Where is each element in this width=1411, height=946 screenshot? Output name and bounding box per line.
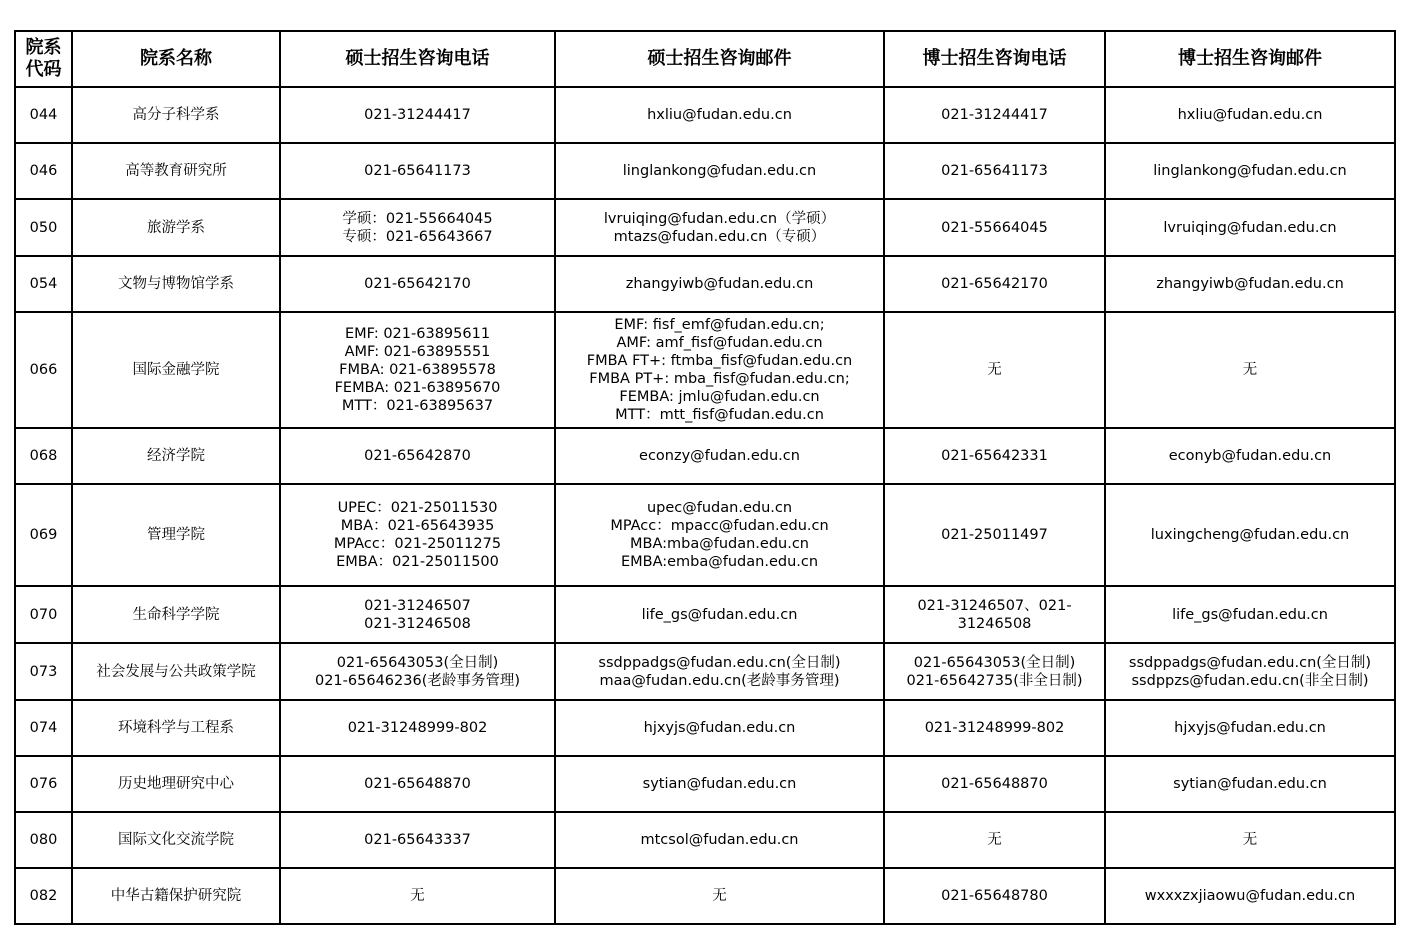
dept-code-cell: 054 — [15, 256, 72, 312]
table-row — [15, 643, 1395, 700]
phd-phone-cell: 021-65648870 — [884, 756, 1105, 812]
dept-name-cell: 生命科学学院 — [72, 586, 280, 643]
dept-name-cell: 社会发展与公共政策学院 — [72, 643, 280, 700]
table-row — [15, 143, 1395, 199]
dept-code-cell: 073 — [15, 643, 72, 700]
header-master-phone: 硕士招生咨询电话 — [280, 31, 555, 87]
table-row — [15, 868, 1395, 924]
phd-email-cell: luxingcheng@fudan.edu.cn — [1105, 484, 1395, 586]
dept-code-cell: 082 — [15, 868, 72, 924]
table-row — [15, 484, 1395, 586]
dept-name-cell: 经济学院 — [72, 428, 280, 484]
phd-phone-cell: 无 — [884, 312, 1105, 428]
master-email-cell: upec@fudan.edu.cn MPAcc：mpacc@fudan.edu.cn MBA:mba@fudan.edu.cn EMBA:emba@fudan.edu.cn — [555, 484, 884, 586]
dept-code-cell: 068 — [15, 428, 72, 484]
phd-phone-cell: 021-65642170 — [884, 256, 1105, 312]
dept-code-cell: 044 — [15, 87, 72, 143]
master-email-cell: hxliu@fudan.edu.cn — [555, 87, 884, 143]
master-phone-cell: EMF: 021-63895611 AMF: 021-63895551 FMBA: 021-63895578 FEMBA: 021-63895670 MTT：021-63895637 — [280, 312, 555, 428]
phd-phone-cell: 021-65648780 — [884, 868, 1105, 924]
table-row — [15, 756, 1395, 812]
header-dept-name: 院系名称 — [72, 31, 280, 87]
phd-phone-cell: 021-31244417 — [884, 87, 1105, 143]
phd-email-cell: hjxyjs@fudan.edu.cn — [1105, 700, 1395, 756]
table-row — [15, 700, 1395, 756]
master-email-cell: 无 — [555, 868, 884, 924]
phd-phone-cell: 021-25011497 — [884, 484, 1105, 586]
phd-phone-cell: 021-31248999-802 — [884, 700, 1105, 756]
master-email-cell: lvruiqing@fudan.edu.cn（学硕） mtazs@fudan.edu.cn（专硕） — [555, 199, 884, 256]
phd-email-cell: linglankong@fudan.edu.cn — [1105, 143, 1395, 199]
dept-code-cell: 069 — [15, 484, 72, 586]
header-phd-phone: 博士招生咨询电话 — [884, 31, 1105, 87]
dept-code-cell: 050 — [15, 199, 72, 256]
master-email-cell: life_gs@fudan.edu.cn — [555, 586, 884, 643]
master-email-cell: zhangyiwb@fudan.edu.cn — [555, 256, 884, 312]
phd-email-cell: 无 — [1105, 812, 1395, 868]
table-row — [15, 256, 1395, 312]
dept-name-cell: 旅游学系 — [72, 199, 280, 256]
table-row — [15, 199, 1395, 256]
master-email-cell: mtcsol@fudan.edu.cn — [555, 812, 884, 868]
dept-code-cell: 080 — [15, 812, 72, 868]
master-phone-cell: 021-65643337 — [280, 812, 555, 868]
master-phone-cell: 021-65643053(全日制) 021-65646236(老龄事务管理) — [280, 643, 555, 700]
phd-email-cell: 无 — [1105, 312, 1395, 428]
master-phone-cell: 021-65642170 — [280, 256, 555, 312]
phd-phone-cell: 021-65641173 — [884, 143, 1105, 199]
dept-name-cell: 环境科学与工程系 — [72, 700, 280, 756]
master-phone-cell: 021-31246507 021-31246508 — [280, 586, 555, 643]
dept-code-cell: 076 — [15, 756, 72, 812]
dept-name-cell: 历史地理研究中心 — [72, 756, 280, 812]
phd-email-cell: zhangyiwb@fudan.edu.cn — [1105, 256, 1395, 312]
phd-email-cell: sytian@fudan.edu.cn — [1105, 756, 1395, 812]
master-email-cell: hjxyjs@fudan.edu.cn — [555, 700, 884, 756]
header-dept-code: 院系 代码 — [15, 31, 72, 87]
master-email-cell: ssdppadgs@fudan.edu.cn(全日制) maa@fudan.edu.cn(老龄事务管理) — [555, 643, 884, 700]
table-row — [15, 87, 1395, 143]
master-phone-cell: 021-65642870 — [280, 428, 555, 484]
phd-phone-cell: 021-65643053(全日制) 021-65642735(非全日制) — [884, 643, 1105, 700]
phd-phone-cell: 021-65642331 — [884, 428, 1105, 484]
dept-code-cell: 074 — [15, 700, 72, 756]
master-phone-cell: UPEC：021-25011530 MBA：021-65643935 MPAcc：021-25011275 EMBA：021-25011500 — [280, 484, 555, 586]
admissions-contact-table — [14, 30, 1396, 925]
dept-code-cell: 046 — [15, 143, 72, 199]
dept-code-cell: 070 — [15, 586, 72, 643]
master-phone-cell: 021-31244417 — [280, 87, 555, 143]
phd-phone-cell: 021-31246507、021- 31246508 — [884, 586, 1105, 643]
master-email-cell: EMF: fisf_emf@fudan.edu.cn; AMF: amf_fisf@fudan.edu.cn FMBA FT+: ftmba_fisf@fudan.edu.cn FMBA PT+: mba_fisf@fudan.edu.cn; FEMBA: jmlu@fudan.edu.cn MTT：mtt_fisf@fudan.edu.cn — [555, 312, 884, 428]
dept-code-cell: 066 — [15, 312, 72, 428]
master-email-cell: econzy@fudan.edu.cn — [555, 428, 884, 484]
table-row — [15, 428, 1395, 484]
header-row — [15, 31, 1395, 87]
header-phd-email: 博士招生咨询邮件 — [1105, 31, 1395, 87]
master-phone-cell: 学硕：021-55664045 专硕：021-65643667 — [280, 199, 555, 256]
table-row — [15, 312, 1395, 428]
phd-email-cell: lvruiqing@fudan.edu.cn — [1105, 199, 1395, 256]
master-phone-cell: 021-31248999-802 — [280, 700, 555, 756]
table-body — [15, 87, 1395, 924]
phd-email-cell: wxxxzxjiaowu@fudan.edu.cn — [1105, 868, 1395, 924]
table-row — [15, 812, 1395, 868]
master-phone-cell: 021-65641173 — [280, 143, 555, 199]
phd-email-cell: econyb@fudan.edu.cn — [1105, 428, 1395, 484]
dept-name-cell: 国际文化交流学院 — [72, 812, 280, 868]
master-phone-cell: 021-65648870 — [280, 756, 555, 812]
dept-name-cell: 国际金融学院 — [72, 312, 280, 428]
dept-name-cell: 文物与博物馆学系 — [72, 256, 280, 312]
phd-email-cell: hxliu@fudan.edu.cn — [1105, 87, 1395, 143]
phd-phone-cell: 无 — [884, 812, 1105, 868]
dept-name-cell: 高等教育研究所 — [72, 143, 280, 199]
phd-email-cell: ssdppadgs@fudan.edu.cn(全日制) ssdppzs@fudan.edu.cn(非全日制) — [1105, 643, 1395, 700]
phd-email-cell: life_gs@fudan.edu.cn — [1105, 586, 1395, 643]
table-row — [15, 586, 1395, 643]
master-phone-cell: 无 — [280, 868, 555, 924]
phd-phone-cell: 021-55664045 — [884, 199, 1105, 256]
dept-name-cell: 管理学院 — [72, 484, 280, 586]
master-email-cell: sytian@fudan.edu.cn — [555, 756, 884, 812]
dept-name-cell: 中华古籍保护研究院 — [72, 868, 280, 924]
dept-name-cell: 高分子科学系 — [72, 87, 280, 143]
master-email-cell: linglankong@fudan.edu.cn — [555, 143, 884, 199]
header-master-email: 硕士招生咨询邮件 — [555, 31, 884, 87]
